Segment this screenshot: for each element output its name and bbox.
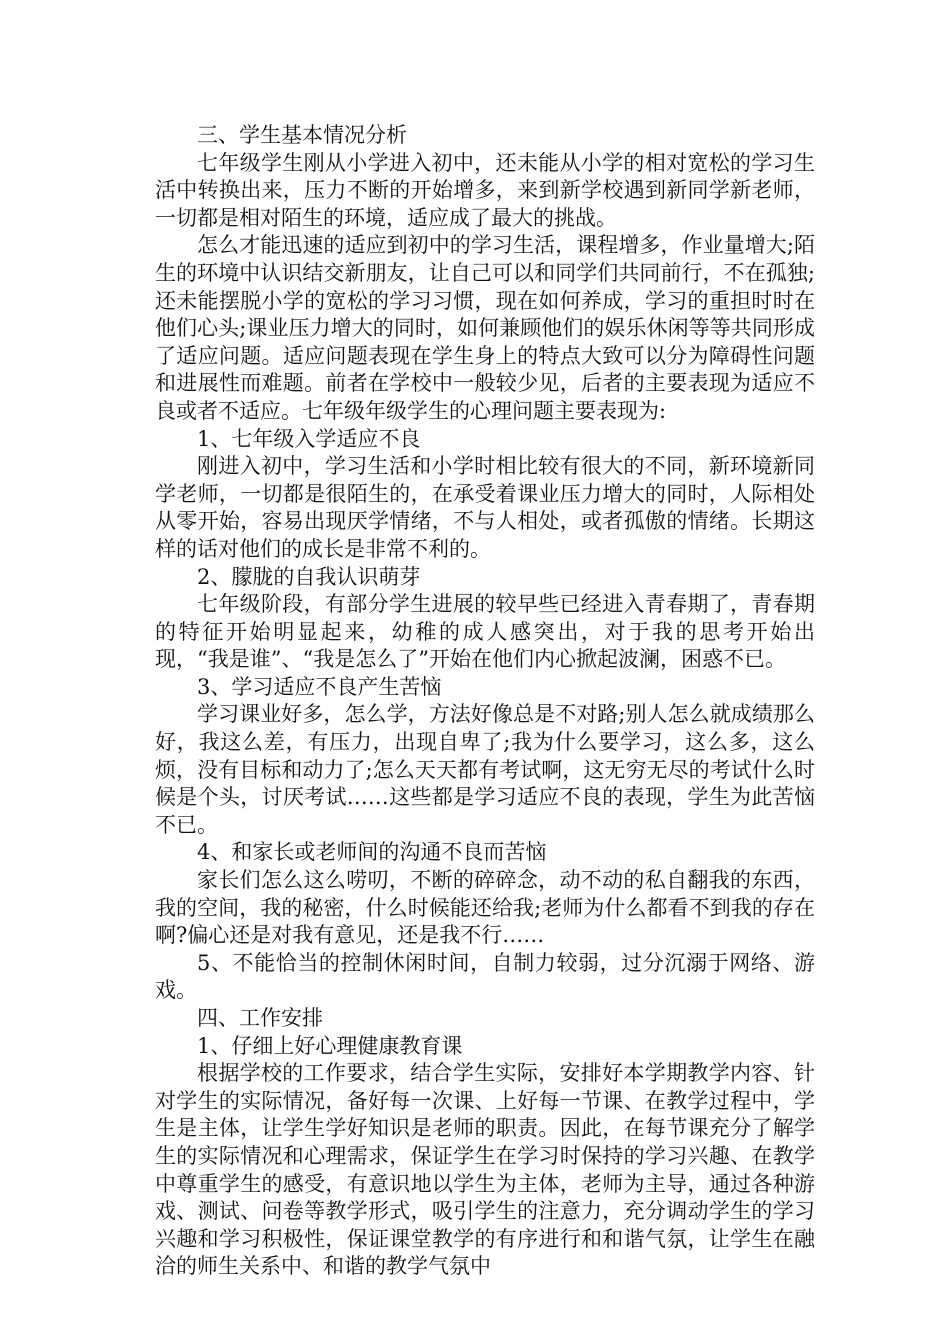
section-heading-student-analysis: 三、学生基本情况分析 — [197, 123, 407, 147]
paragraph: 学习课业好多，怎么学，方法好像总是不对路;别人怎么就成绩那么好，我这么差，有压力，出现自卑了;我为什么要学习，这么多，这么烦，没有目标和动力了;怎么天天都有考试啊，这无穷无尽的考试什么时候是个头，讨厌考试……这些都是学习适应不良的表现，学生为此苦恼不已。 — [155, 702, 815, 837]
paragraph: 根据学校的工作要求，结合学生实际，安排好本学期教学内容、针对学生的实际情况，备好每一次课、上好每一节课、在教学过程中，学生是主体，让学生学好知识是老师的职责。因此，在每节课充分了解学生的实际情况和心理需求，保证学生在学习时保持的学习兴趣、在教学中尊重学生的感受，有意识地以学生为主体，老师为主导，通过各种游戏、测试、问卷等教学形式，吸引学生的注意力，充分调动学生的学习兴趣和学习积极性，保证课堂教学的有序进行和和谐气氛，让学生在融洽的师生关系中、和谐的教学气氛中 — [155, 1061, 815, 1279]
subheading: 1、仔细上好心理健康教育课 — [197, 1033, 463, 1058]
paragraph: 家长们怎么这么唠叨，不断的碎碎念，动不动的私自翻我的东西，我的空间，我的秘密，什么时候能还给我;老师为什么都看不到我的存在啊?偏心还是对我有意见，还是我不行…… — [155, 868, 815, 948]
subheading: 1、七年级入学适应不良 — [197, 426, 421, 451]
paragraph: 5、不能恰当的控制休闲时间，自制力较弱，过分沉溺于网络、游戏。 — [155, 950, 815, 1003]
subheading: 2、朦胧的自我认识萌芽 — [197, 564, 421, 589]
document-body — [155, 122, 815, 1281]
paragraph: 七年级阶段，有部分学生进展的较早些已经进入青春期了，青春期的特征开始明显起来，幼稚的成人感突出，对于我的思考开始出现，“我是谁”、“我是怎么了”开始在他们内心掀起波澜，困惑不已。 — [155, 592, 815, 672]
subheading: 3、学习适应不良产生苦恼 — [197, 674, 442, 699]
section-heading-work-plan: 四、工作安排 — [197, 1006, 323, 1030]
subheading: 4、和家长或老师间的沟通不良而苦恼 — [197, 840, 547, 865]
paragraph: 七年级学生刚从小学进入初中，还未能从小学的相对宽松的学习生活中转换出来，压力不断的开始增多，来到新学校遇到新同学新老师，一切都是相对陌生的环境，适应成了最大的挑战。 — [155, 150, 815, 230]
paragraph: 怎么才能迅速的适应到初中的学习生活，课程增多，作业量增大;陌生的环境中认识结交新朋友，让自己可以和同学们共同前行，不在孤独;还未能摆脱小学的宽松的学习习惯，现在如何养成，学习的重担时时在他们心头;课业压力增大的同时，如何兼顾他们的娱乐休闲等等共同形成了适应问题。适应问题表现在学生身上的特点大致可以分为障碍性问题和进展性而难题。前者在学校中一般较少见，后者的主要表现为适应不良或者不适应。七年级年级学生的心理问题主要表现为: — [155, 233, 815, 423]
paragraph: 刚进入初中，学习生活和小学时相比较有很大的不同，新环境新同学老师，一切都是很陌生的，在承受着课业压力增大的同时，人际相处从零开始，容易出现厌学情绪，不与人相处，或者孤傲的情绪。长期这样的话对他们的成长是非常不利的。 — [155, 454, 815, 561]
